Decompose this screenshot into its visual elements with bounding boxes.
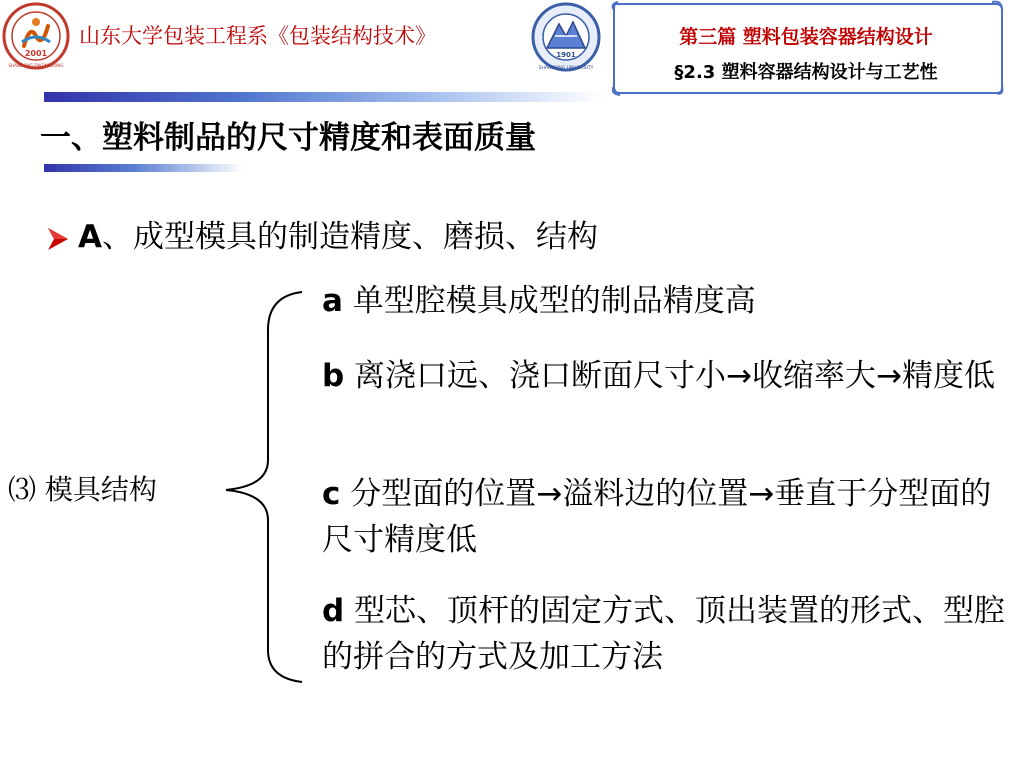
logo-year-text: 2001 <box>24 49 48 58</box>
bullet-letter: A <box>78 219 102 255</box>
logo-ring-text: SHANDONG UNIVERSITY <box>538 66 594 71</box>
item-text: 单型腔模具成型的制品精度高 <box>342 283 756 319</box>
bullet-item-a <box>46 211 598 256</box>
item-letter: b <box>322 358 345 394</box>
list-item <box>322 353 1014 399</box>
arrow-bullet-icon <box>46 226 70 252</box>
logo-ring-text: SHANDONG ENGINEERING <box>8 63 64 68</box>
item-text: 离浇口远、浇口断面尺寸小→收缩率大→精度低 <box>344 358 996 394</box>
side-label: ⑶ 模具结构 <box>8 473 157 506</box>
accent-divider-bottom <box>44 164 244 172</box>
list-item <box>322 471 1014 563</box>
list-item <box>322 588 1014 680</box>
logo-year-text: 1901 <box>556 51 576 59</box>
item-letter: c <box>322 476 341 512</box>
shandong-engineering-logo <box>2 2 70 70</box>
accent-divider-top <box>44 92 604 102</box>
item-letter: d <box>322 593 345 629</box>
chapter-scroll-banner <box>608 0 1004 96</box>
chapter-title: 第三篇 塑料包装容器结构设计 <box>679 26 933 48</box>
bullet-text: 、成型模具的制造精度、磨损、结构 <box>102 219 598 255</box>
section-heading: 一、塑料制品的尺寸精度和表面质量 <box>40 120 536 156</box>
item-letter: a <box>322 283 343 319</box>
item-text: 型芯、顶杆的固定方式、顶出装置的形式、型腔的拼合的方式及加工方法 <box>322 593 1006 675</box>
list-item <box>322 278 1014 324</box>
item-text: 分型面的位置→溢料边的位置→垂直于分型面的尺寸精度低 <box>322 476 992 558</box>
header-title: 山东大学包装工程系《包装结构技术》 <box>79 24 436 48</box>
curly-brace-icon <box>224 290 304 684</box>
section-title: §2.3 塑料容器结构设计与工艺性 <box>674 62 938 83</box>
shandong-university-logo <box>531 2 601 72</box>
